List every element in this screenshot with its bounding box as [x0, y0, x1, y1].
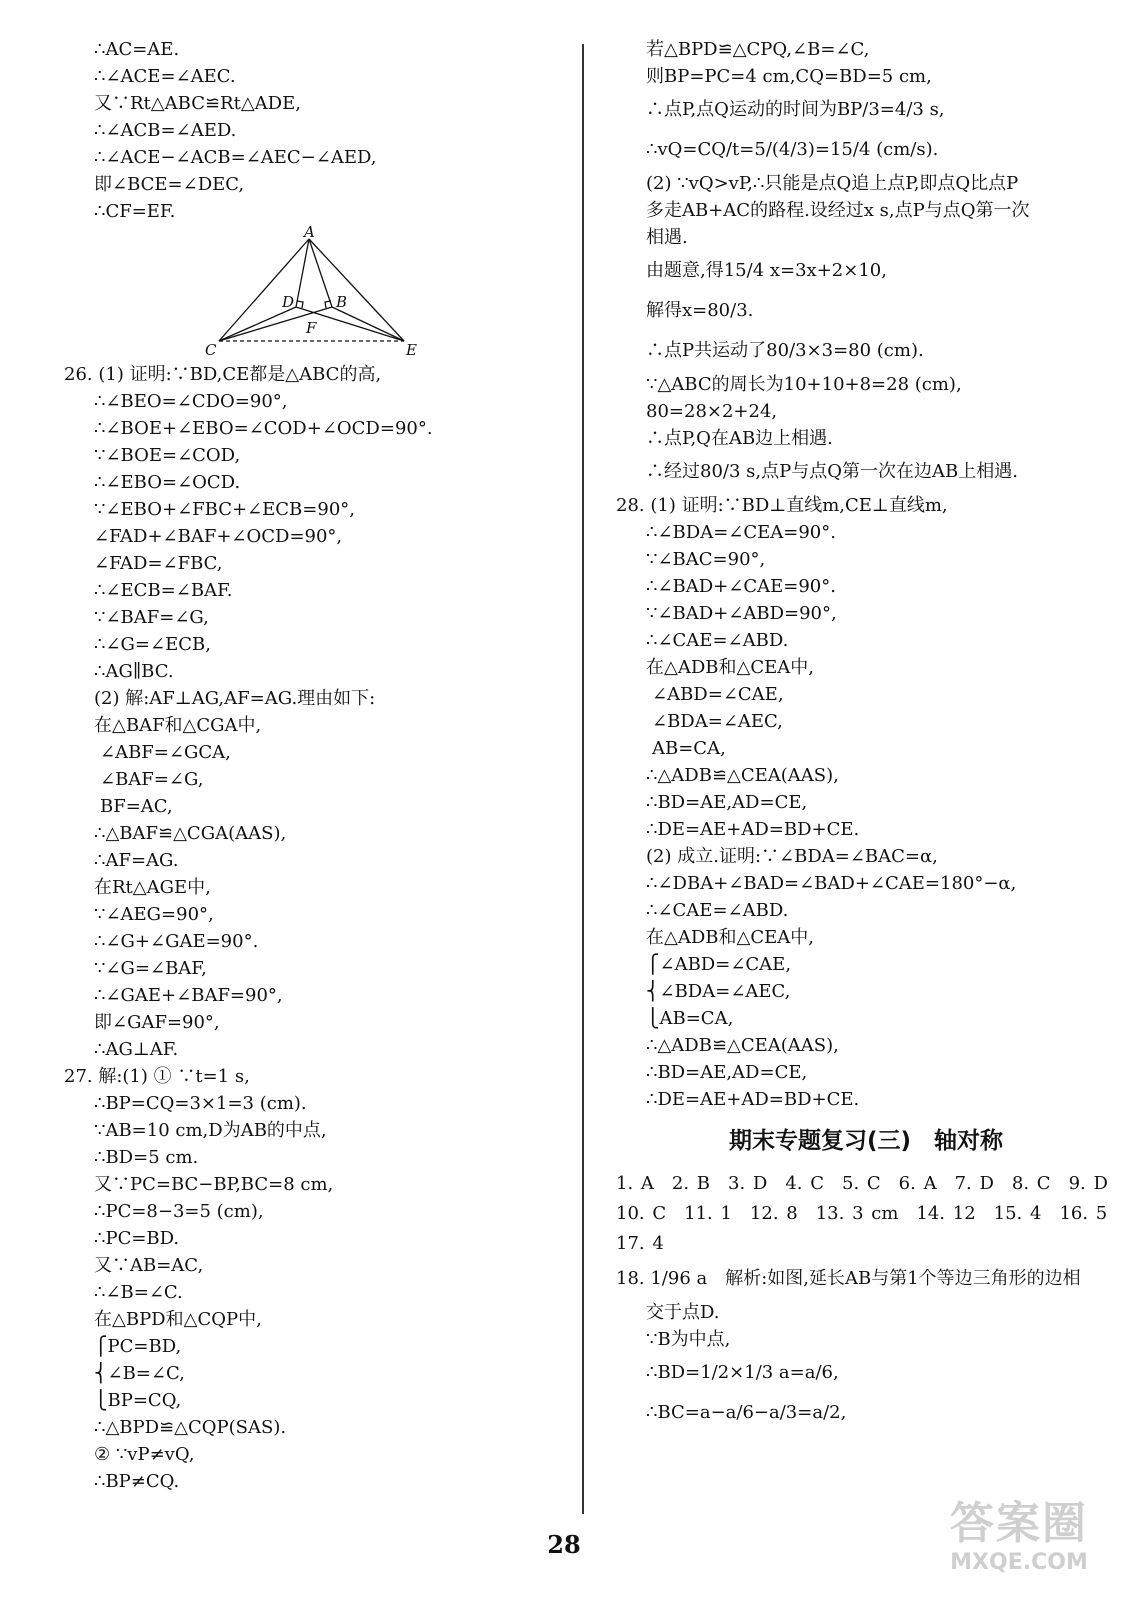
section-title: 期末专题复习(三) 轴对称 [728, 1128, 1004, 1154]
proof-line: ∵∠G=∠BAF, [94, 958, 207, 979]
question-number-line: 28. (1) 证明:∵BD⊥直线m,CE⊥直线m, [616, 495, 948, 516]
proof-line: ∴经过80/3 s,点P与点Q第一次在边AB上相遇. [646, 461, 1018, 482]
label-f: F [306, 319, 317, 337]
edge-cd [219, 307, 296, 341]
edge-ad [296, 239, 309, 307]
proof-line: ∵AB=10 cm,D为AB的中点, [94, 1120, 327, 1141]
proof-line: 解得x=80/3. [646, 300, 754, 321]
proof-line: ∴PC=BD. [94, 1228, 180, 1249]
proof-line: 由题意,得15/4 x=3x+2×10, [646, 260, 887, 281]
question-27-continued [616, 36, 1116, 492]
proof-line: ∠FAD=∠FBC, [94, 553, 223, 574]
watermark-logo [924, 1498, 1114, 1588]
proof-line: 又∵AB=AC, [94, 1255, 204, 1276]
label-a: A [304, 223, 315, 241]
right-column [616, 36, 1116, 1433]
question-number-line: 27. 解:(1) ① ∵t=1 s, [64, 1066, 250, 1087]
question-number-line: 18. 1/96 a 解析:如图,延长AB与第1个等边三角形的边相 [616, 1268, 1081, 1289]
question-28 [616, 492, 1116, 1113]
proof-line: ∴点P,Q在AB边上相遇. [646, 428, 833, 449]
proof-line: ∵∠BOE=∠COD, [94, 445, 241, 466]
proof-line: (2) ∵vQ>vP,∴只能是点Q追上点P,即点Q比点P [646, 173, 1019, 194]
label-d: D [282, 293, 295, 311]
proof-line: ∴∠B=∠C. [94, 1282, 183, 1303]
edge-ab [309, 239, 332, 307]
edge-eb [332, 307, 404, 341]
answer-row: 1. A 2. B 3. D 4. C 5. C 6. A 7. D 8. C 9. D [616, 1173, 1108, 1194]
question-27 [64, 1063, 564, 1495]
proof-line: ⎧∠ABD=∠CAE, [646, 954, 792, 975]
proof-line: ② ∵vP≠vQ, [94, 1444, 195, 1465]
proof-line: ∴∠ACE=∠AEC. [94, 66, 236, 87]
proof-line: ∴BC=a−a/6−a/3=a/2, [646, 1402, 847, 1423]
proof-line: ∴CF=EF. [94, 201, 176, 222]
proof-line: ∴∠ECB=∠BAF. [94, 580, 233, 601]
proof-line: 在△BPD和△CQP中, [94, 1309, 262, 1330]
proof-line: ∴AF=AG. [94, 850, 179, 871]
proof-line: 即∠GAF=90°, [94, 1012, 220, 1033]
proof-line: ∴∠BEO=∠CDO=90°, [94, 391, 288, 412]
proof-line: ∴BD=5 cm. [94, 1147, 199, 1168]
proof-line: ∵△ABC的周长为10+10+8=28 (cm), [646, 374, 962, 395]
proof-line: ∴AC=AE. [94, 39, 180, 60]
proof-line: (2) 成立.证明:∵∠BDA=∠BAC=α, [646, 846, 938, 867]
proof-line: ⎨∠B=∠C, [94, 1363, 185, 1384]
answer-row: 17. 4 [616, 1233, 664, 1254]
proof-line: 在Rt△AGE中, [94, 877, 211, 898]
triangle-figure [205, 223, 454, 359]
page-number: 28 [547, 1530, 581, 1559]
proof-line: ∴∠BAD+∠CAE=90°. [646, 576, 836, 597]
proof-line: ∴BD=1/2×1/3 a=a/6, [646, 1362, 839, 1383]
proof-line: AB=CA, [652, 738, 726, 759]
proof-line: 即∠BCE=∠DEC, [94, 174, 245, 195]
proof-line: ∴∠BOE+∠EBO=∠COD+∠OCD=90°. [94, 418, 433, 439]
proof-line: ⎩BP=CQ, [94, 1390, 182, 1411]
q25-tail [64, 36, 564, 225]
proof-line: ∵∠AEG=90°, [94, 904, 214, 925]
proof-line: ∴点P,点Q运动的时间为BP/3=4/3 s, [646, 99, 945, 120]
proof-line: ∠BAF=∠G, [100, 769, 204, 790]
proof-line: ∴AG∥BC. [94, 661, 174, 682]
proof-line: ∴∠DBA+∠BAD=∠BAD+∠CAE=180°−α, [646, 873, 1017, 894]
proof-line: 多走AB+AC的路程.设经过x s,点P与点Q第一次 [646, 200, 1030, 221]
proof-line: 若△BPD≌△CPQ,∠B=∠C, [646, 39, 870, 60]
proof-line: ∵∠BAC=90°, [646, 549, 766, 570]
proof-line: 又∵Rt△ABC≌Rt△ADE, [94, 93, 301, 114]
proof-line: ⎨∠BDA=∠AEC, [646, 981, 791, 1002]
proof-line: ⎩AB=CA, [646, 1008, 734, 1029]
proof-line: ⎧PC=BD, [94, 1336, 182, 1357]
answer-row: 10. C 11. 1 12. 8 13. 3 cm 14. 12 15. 4 16. 5 [616, 1203, 1108, 1224]
proof-line: ∴AG⊥AF. [94, 1039, 179, 1060]
proof-line: 在△BAF和△CGA中, [94, 715, 262, 736]
proof-line: ∴∠CAE=∠ABD. [646, 900, 789, 921]
proof-line: ∠ABD=∠CAE, [652, 684, 784, 705]
proof-line: ∴△BAF≌△CGA(AAS), [94, 823, 287, 844]
label-e: E [406, 341, 417, 359]
label-c: C [205, 341, 217, 359]
question-18 [616, 1259, 1116, 1433]
column-divider [582, 44, 584, 1514]
proof-line: (2) 解:AF⊥AG,AF=AG.理由如下: [94, 688, 376, 709]
proof-line: ∴∠BDA=∠CEA=90°. [646, 522, 836, 543]
proof-line: 在△ADB和△CEA中, [646, 927, 814, 948]
left-column [64, 36, 564, 1495]
proof-line: ∴∠CAE=∠ABD. [646, 630, 789, 651]
proof-line: ∴BP=CQ=3×1=3 (cm). [94, 1093, 307, 1114]
proof-line: ∴vQ=CQ/t=5/(4/3)=15/4 (cm/s). [646, 139, 939, 160]
proof-line: ∵∠BAD+∠ABD=90°, [646, 603, 837, 624]
proof-line: 在△ADB和△CEA中, [646, 657, 814, 678]
answer-list [616, 1169, 1116, 1259]
proof-line: BF=AC, [100, 796, 173, 817]
label-b: B [336, 293, 348, 311]
proof-line: ∴BP≠CQ. [94, 1471, 180, 1492]
question-number-line: 26. (1) 证明:∵BD,CE都是△ABC的高, [64, 364, 382, 385]
proof-line: ∴△ADB≌△CEA(AAS), [646, 765, 839, 786]
proof-line: 交于点D. [646, 1302, 720, 1323]
proof-line: ∴∠ACB=∠AED. [94, 120, 237, 141]
proof-line: ∴PC=8−3=5 (cm), [94, 1201, 264, 1222]
proof-line: ∴DE=AE+AD=BD+CE. [646, 819, 860, 840]
proof-line: ∴∠G+∠GAE=90°. [94, 931, 259, 952]
proof-line: ∴DE=AE+AD=BD+CE. [646, 1089, 860, 1110]
watermark-url: MXQE.COM [950, 1550, 1088, 1575]
proof-line: ∴∠GAE+∠BAF=90°, [94, 985, 283, 1006]
proof-line: ∠ABF=∠GCA, [100, 742, 231, 763]
watermark-title: 答案圈 [950, 1498, 1088, 1549]
question-26 [64, 361, 564, 1063]
proof-line: ∴BD=AE,AD=CE, [646, 1062, 808, 1083]
proof-line: ∵∠EBO+∠FBC+∠ECB=90°, [94, 499, 355, 520]
proof-line: ∴∠ACE−∠ACB=∠AEC−∠AED, [94, 147, 377, 168]
proof-line: 则BP=PC=4 cm,CQ=BD=5 cm, [646, 66, 932, 87]
proof-line: ∠BDA=∠AEC, [652, 711, 783, 732]
proof-line: ∴△ADB≌△CEA(AAS), [646, 1035, 839, 1056]
edge-ac [219, 239, 309, 341]
proof-line: ∴∠EBO=∠OCD. [94, 472, 241, 493]
proof-line: ∠FAD+∠BAF+∠OCD=90°, [94, 526, 343, 547]
proof-line: 80=28×2+24, [646, 401, 778, 422]
proof-line: ∵∠BAF=∠G, [94, 607, 209, 628]
proof-line: ∴BD=AE,AD=CE, [646, 792, 808, 813]
proof-line: ∵B为中点, [646, 1329, 731, 1350]
proof-line: ∴△BPD≌△CQP(SAS). [94, 1417, 287, 1438]
proof-line: ∴∠G=∠ECB, [94, 634, 211, 655]
proof-line: 相遇. [646, 227, 688, 248]
proof-line: 又∵PC=BC−BP,BC=8 cm, [94, 1174, 334, 1195]
proof-line: ∴点P共运动了80/3×3=80 (cm). [646, 340, 924, 361]
